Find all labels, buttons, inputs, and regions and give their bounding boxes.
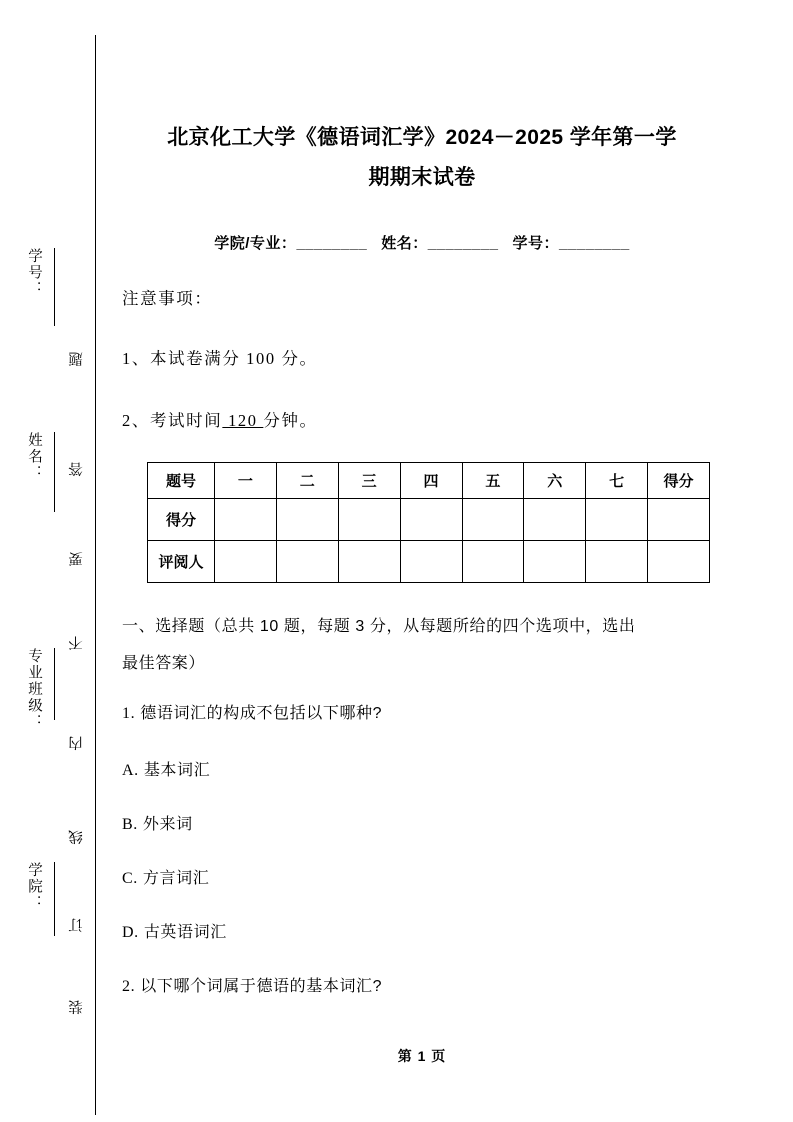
question-1-number: 1.: [122, 705, 136, 722]
score-cell-1-6[interactable]: [586, 541, 648, 583]
score-table: [147, 462, 710, 583]
page-footer: 第 1 页: [397, 1048, 447, 1064]
margin-field-college: [24, 862, 55, 936]
binding-margin-rule: [95, 35, 96, 1115]
question-1-option-d-text: 古英语词汇: [143, 924, 227, 941]
notice-duration-prefix: 2、考试时间: [122, 411, 223, 430]
question-1-option-c-key: C.: [122, 870, 138, 887]
score-table-header-6: 六: [524, 463, 586, 499]
student-id-label: 学号：: [512, 235, 559, 252]
score-cell-0-7[interactable]: [648, 499, 710, 541]
page-title-line-2: 期期末试卷: [368, 166, 476, 189]
seal-char-1: 答: [69, 462, 85, 477]
score-cell-0-3[interactable]: [400, 499, 462, 541]
margin-field-student-id: [24, 248, 55, 326]
question-1-option-b[interactable]: [122, 811, 722, 834]
score-cell-1-0[interactable]: [215, 541, 277, 583]
notice-heading: 注意事项：: [122, 289, 213, 308]
section-heading-1-line-2: 最佳答案）: [122, 655, 206, 672]
score-cell-1-3[interactable]: [400, 541, 462, 583]
score-table-header-2: 二: [276, 463, 338, 499]
notice-item-duration: [122, 407, 722, 431]
student-id-blank[interactable]: ________: [558, 235, 630, 252]
score-row-label-score: 得分: [148, 499, 215, 541]
score-table-header-8: 得分: [648, 463, 710, 499]
seal-char-2: 要: [69, 552, 85, 567]
score-cell-0-1[interactable]: [276, 499, 338, 541]
table-row-header: [148, 463, 710, 499]
margin-field-student-id-blank: [54, 248, 55, 326]
question-1-option-a[interactable]: [122, 757, 722, 780]
binding-margin: [0, 0, 96, 1122]
document-body: [122, 0, 722, 1122]
score-table-header-4: 四: [400, 463, 462, 499]
score-table-header-0: 题号: [148, 463, 215, 499]
question-1-option-b-key: B.: [122, 816, 138, 833]
score-row-label-grader: 评阅人: [148, 541, 215, 583]
college-major-label: 学院/专业：: [214, 235, 297, 252]
question-1-option-a-key: A.: [122, 762, 139, 779]
score-cell-1-1[interactable]: [276, 541, 338, 583]
score-cell-1-4[interactable]: [462, 541, 524, 583]
notice-item-total-score: 1、本试卷满分 100 分。: [122, 349, 318, 368]
score-table-header-3: 三: [338, 463, 400, 499]
margin-field-name: [24, 432, 55, 512]
score-cell-0-0[interactable]: [215, 499, 277, 541]
table-row: [148, 541, 710, 583]
question-1-option-a-text: 基本词汇: [143, 762, 211, 779]
score-table-header-1: 一: [215, 463, 277, 499]
margin-field-name-label: 姓名：: [26, 432, 42, 482]
margin-field-college-blank: [54, 862, 55, 936]
name-blank[interactable]: ________: [427, 235, 499, 252]
question-1-option-c-text: 方言词汇: [142, 870, 210, 887]
question-1-option-d[interactable]: [122, 919, 722, 942]
question-1-option-d-key: D.: [122, 924, 139, 941]
page-title: [122, 118, 722, 198]
student-info-line: [122, 232, 722, 253]
margin-field-class: [24, 648, 55, 731]
score-table-header-7: 七: [586, 463, 648, 499]
score-cell-1-2[interactable]: [338, 541, 400, 583]
score-cell-1-5[interactable]: [524, 541, 586, 583]
question-1: [122, 700, 722, 723]
question-2: [122, 973, 722, 996]
score-cell-1-7[interactable]: [648, 541, 710, 583]
table-row: [148, 499, 710, 541]
question-1-text: 德语词汇的构成不包括以下哪种?: [140, 705, 383, 722]
score-cell-0-2[interactable]: [338, 499, 400, 541]
section-heading-1: [122, 608, 722, 682]
seal-char-7: 装: [69, 1000, 85, 1015]
margin-field-class-blank: [54, 648, 55, 720]
notice-duration-suffix: 分钟。: [263, 411, 318, 430]
page-title-line-1: 北京化工大学《德语词汇学》2024－2025 学年第一学: [167, 126, 677, 149]
question-1-option-c[interactable]: [122, 865, 722, 888]
score-cell-0-4[interactable]: [462, 499, 524, 541]
question-2-number: 2.: [122, 978, 136, 995]
college-major-blank[interactable]: ________: [296, 235, 368, 252]
question-2-text: 以下哪个词属于德语的基本词汇?: [140, 978, 383, 995]
seal-char-4: 内: [69, 736, 85, 751]
score-table-header-5: 五: [462, 463, 524, 499]
seal-char-3: 不: [69, 636, 85, 651]
margin-field-class-label: 专业班级：: [26, 648, 42, 731]
score-cell-0-6[interactable]: [586, 499, 648, 541]
margin-field-college-label: 学院：: [26, 862, 42, 912]
name-label: 姓名：: [381, 235, 428, 252]
seal-char-0: 题: [69, 352, 85, 367]
margin-field-name-blank: [54, 432, 55, 512]
seal-char-5: 线: [69, 830, 85, 845]
score-cell-0-5[interactable]: [524, 499, 586, 541]
section-heading-1-line-1: 一、选择题（总共 10 题，每题 3 分，从每题所给的四个选项中，选出: [122, 618, 636, 635]
seal-char-6: 订: [69, 918, 85, 933]
margin-field-student-id-label: 学号：: [26, 248, 42, 298]
question-1-option-b-text: 外来词: [142, 816, 193, 833]
notice-duration-value: 120: [222, 411, 264, 430]
